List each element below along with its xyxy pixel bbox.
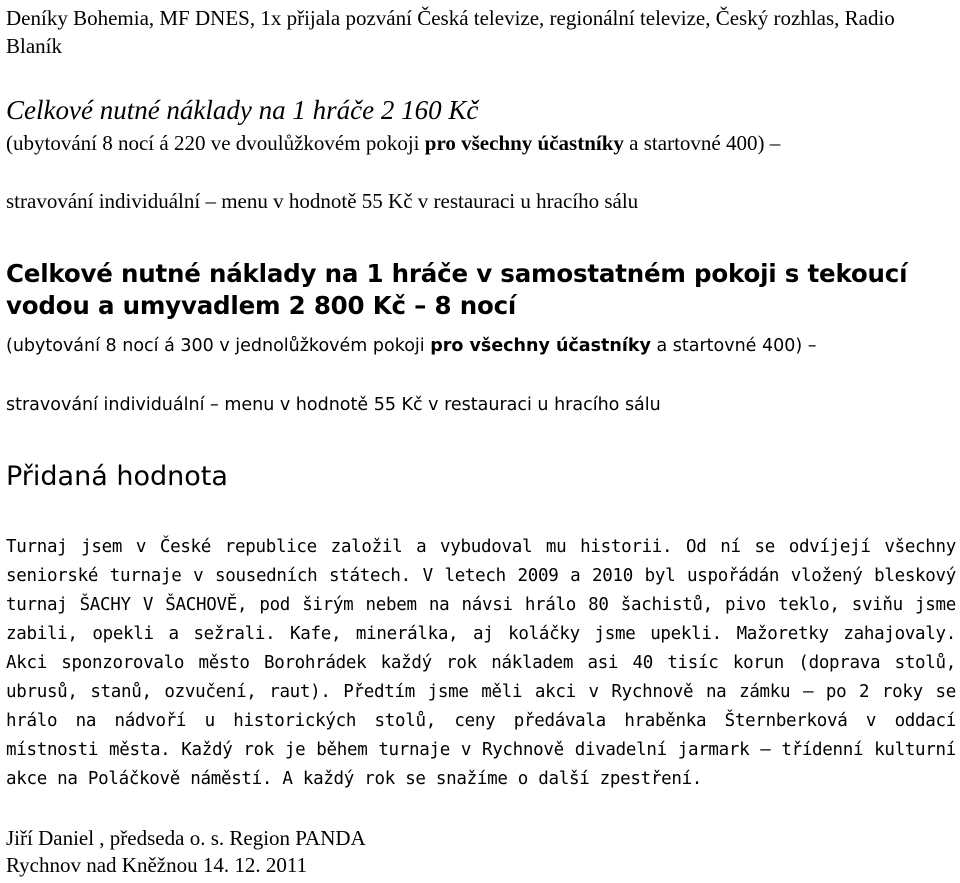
costs-double-room-meals: stravování individuální – menu v hodnotě 55 Kč v restauraci u hracího sálu xyxy=(6,189,639,213)
detail-text: (ubytování 8 nocí á 300 v jednolůžkovém pokoji xyxy=(6,336,431,356)
costs-double-room-heading: Celkové nutné náklady na 1 hráče 2 160 Kč xyxy=(6,95,479,125)
added-value-heading: Přidaná hodnota xyxy=(6,461,228,492)
detail-emphasis: pro všechny účastníky xyxy=(424,131,624,155)
detail-text: a startovné 400) – xyxy=(623,131,781,155)
signature-place-date: Rychnov nad Kněžnou 14. 12. 2011 xyxy=(6,853,308,877)
detail-text: (ubytování 8 nocí á 220 ve dvoulůžkovém pokoji xyxy=(6,131,425,155)
media-coverage-text: Deníky Bohemia, MF DNES, 1x přijala pozvání Česká televize, regionální televize, Český rozhlas, Radio Blaník xyxy=(6,6,895,58)
costs-single-room-heading xyxy=(6,258,956,322)
costs-single-room-detail xyxy=(6,332,956,360)
added-value-paragraph: Turnaj jsem v České republice založil a vybudoval mu historii. Od ní se odvíjejí všechny seniorské turnaje v sousedních státech. V letech 2009 a 2010 byl uspořádán vložený bleskový turnaj ŠACHY V ŠACHOVĚ, pod širým nebem na návsi hrálo 80 šachistů, pivo teklo, sviňu jsme zabili, opekli a sežrali. Kafe, minerálka, aj koláčky jsme upekli. Mažoretky zahajovaly. Akci sponzorovalo město Borohrádek každý rok nákladem asi 40 tisíc korun (doprava stolů, ubrusů, stanů, ozvučení, raut). Předtím jsme měli akci v Rychnově na zámku – po 2 roky se hrálo na nádvoří u historických stolů, ceny předávala hraběnka Šternberková v oddací místnosti města. Každý rok je během turnaje v Rychnově divadelní jarmark – třídenní kulturní akce na Poláčkově náměstí. A každý rok se snažíme o další zpestření. xyxy=(6,537,956,789)
heading-line: vodou a umyvadlem 2 800 Kč – 8 nocí xyxy=(6,291,517,320)
detail-emphasis: pro všechny účastníky xyxy=(430,336,651,356)
heading-line: Celkové nutné náklady na 1 hráče v samostatném pokoji s tekoucí xyxy=(6,259,908,288)
detail-text: a startovné 400) – xyxy=(650,336,817,356)
costs-single-room-meals: stravování individuální – menu v hodnotě 55 Kč v restauraci u hracího sálu xyxy=(6,395,661,415)
costs-double-room-detail xyxy=(6,129,956,157)
signature-name: Jiří Daniel , předseda o. s. Region PANDA xyxy=(6,826,366,850)
